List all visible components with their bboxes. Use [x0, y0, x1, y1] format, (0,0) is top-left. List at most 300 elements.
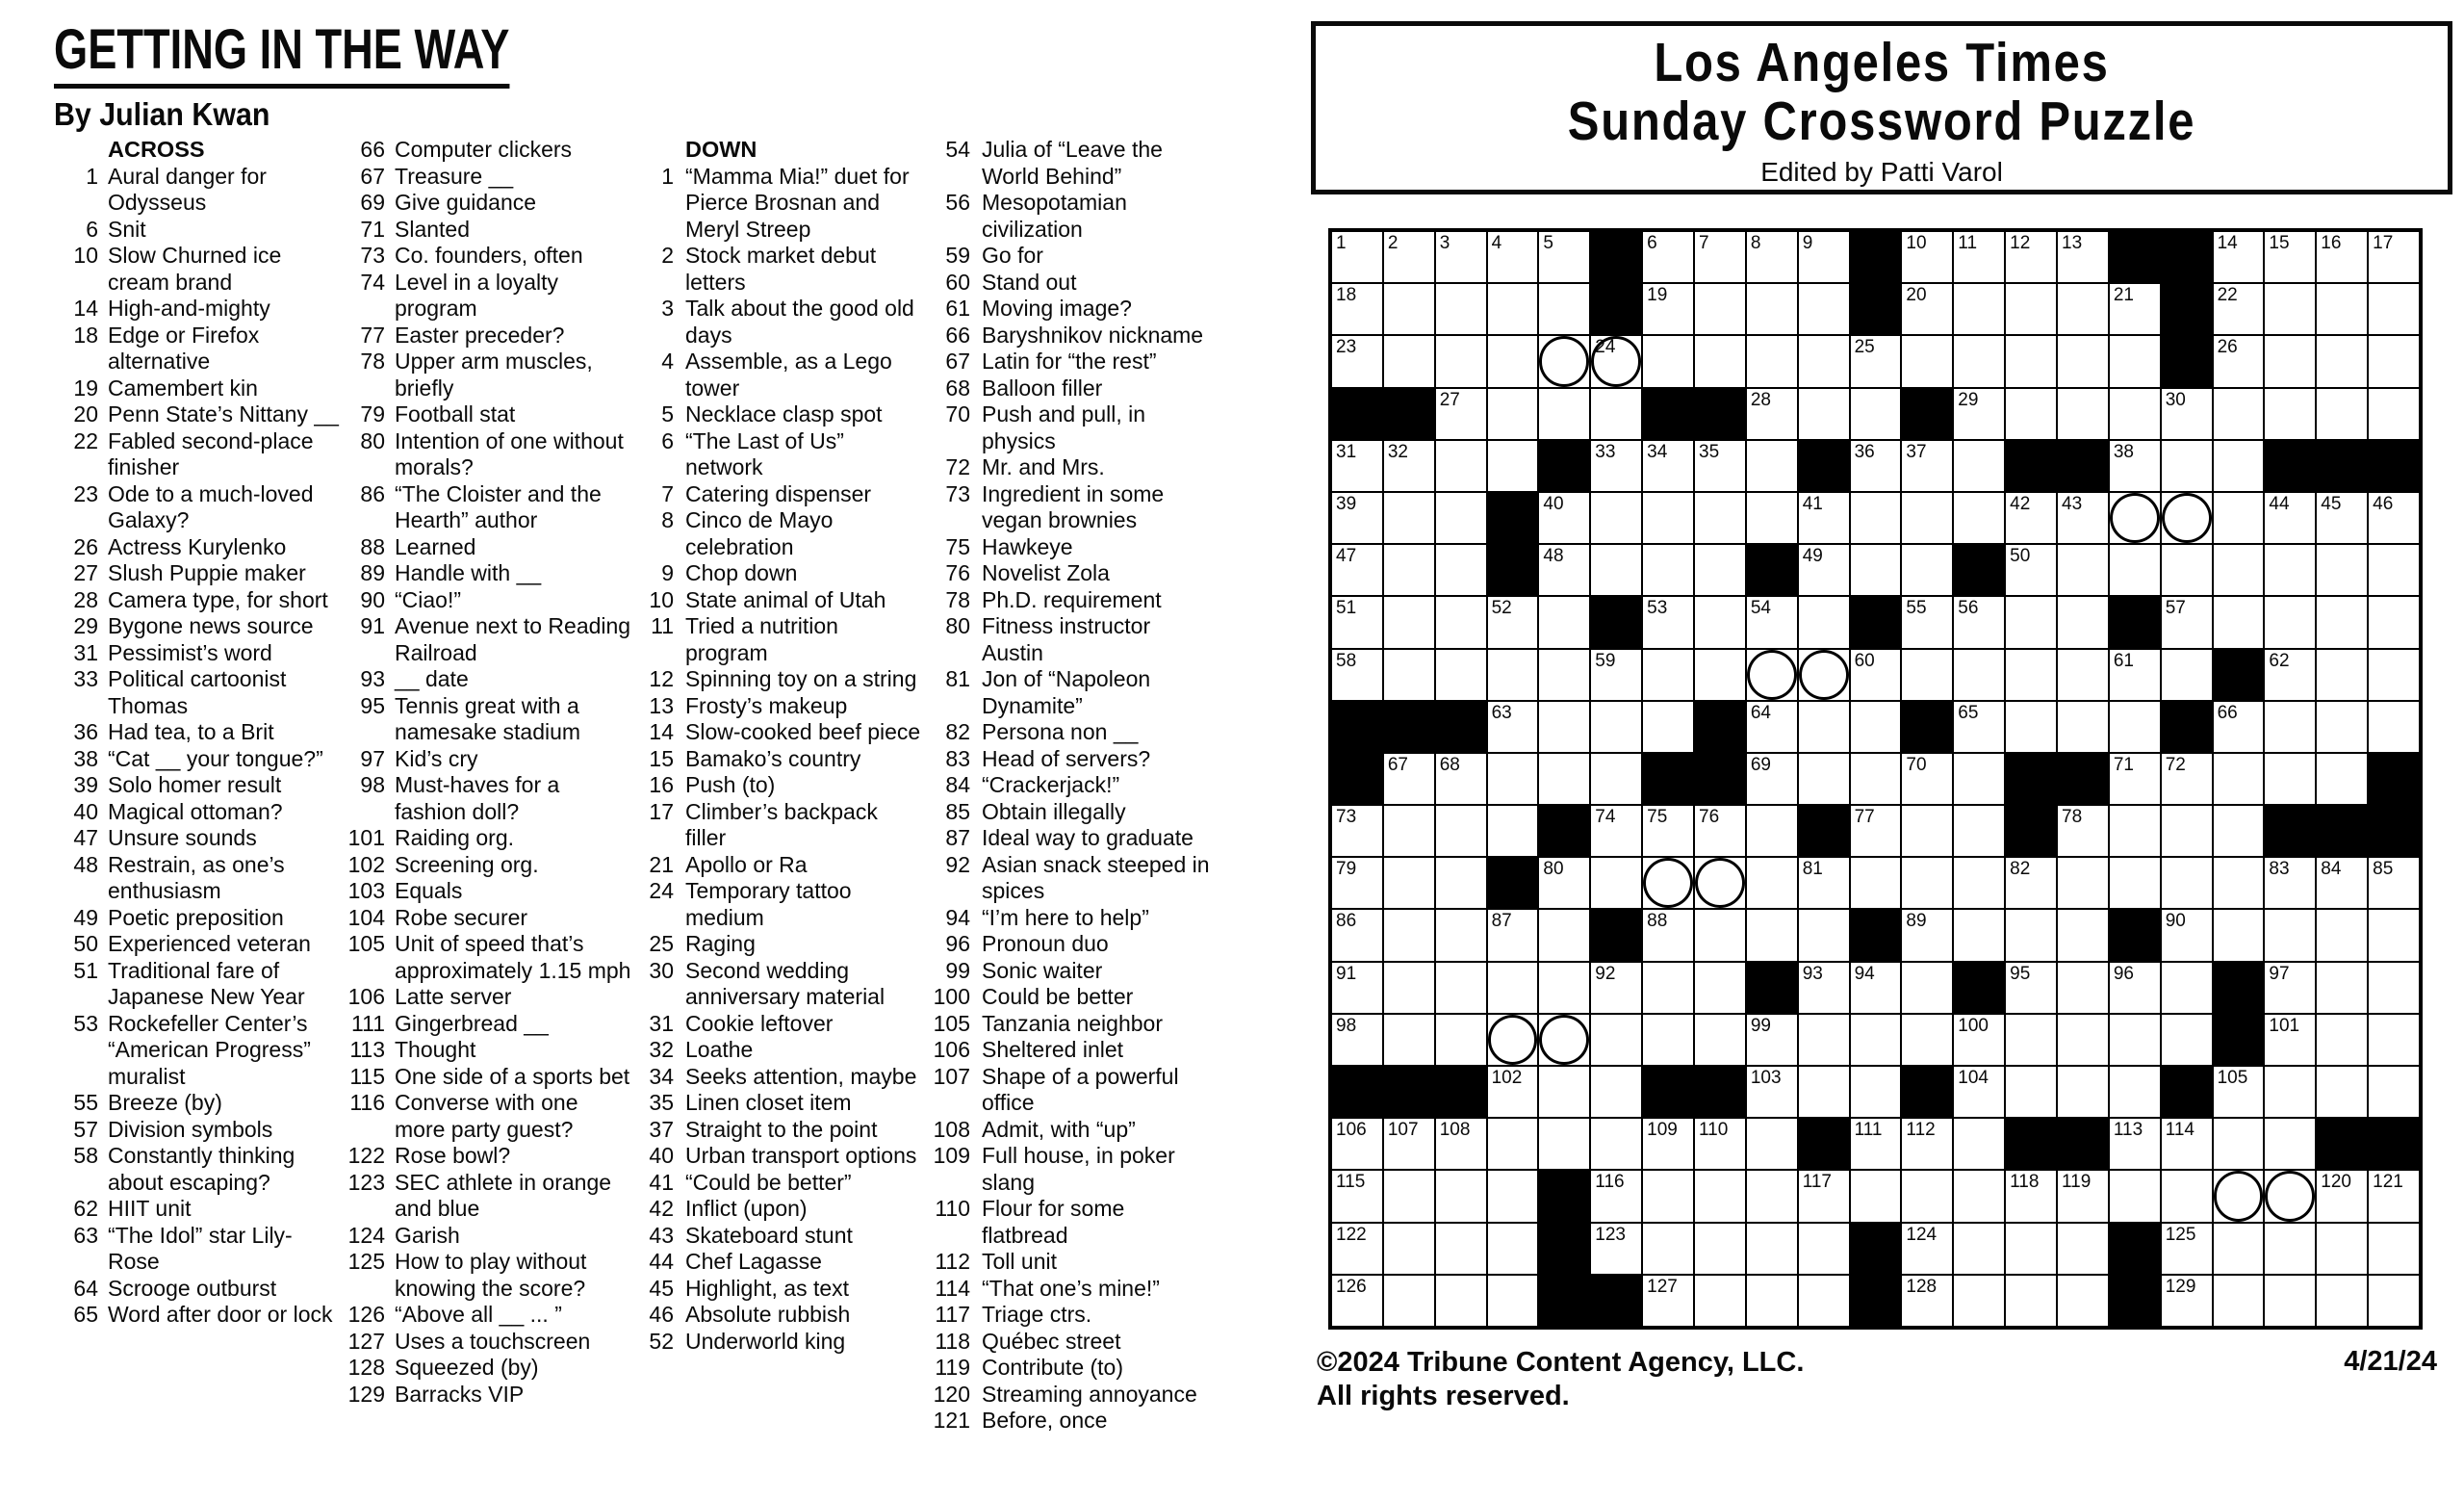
- grid-cell[interactable]: [1643, 1276, 1693, 1326]
- grid-cell[interactable]: [1488, 389, 1538, 439]
- grid-cell[interactable]: [1954, 284, 2004, 334]
- grid-cell[interactable]: [1539, 1119, 1589, 1169]
- grid-cell[interactable]: [1591, 389, 1641, 439]
- grid-cell[interactable]: [2214, 910, 2264, 960]
- grid-cell[interactable]: [1799, 754, 1849, 804]
- grid-cell[interactable]: [2110, 1171, 2160, 1221]
- grid-cell[interactable]: [1436, 284, 1486, 334]
- grid-cell[interactable]: [1954, 493, 2004, 543]
- grid-cell[interactable]: [1488, 441, 1538, 491]
- grid-cell[interactable]: [2162, 910, 2212, 960]
- grid-cell[interactable]: [1851, 650, 1901, 700]
- grid-cell[interactable]: [2162, 858, 2212, 908]
- grid-cell[interactable]: [2058, 284, 2108, 334]
- grid-cell[interactable]: [1591, 441, 1641, 491]
- grid-cell[interactable]: [1436, 597, 1486, 647]
- grid-cell[interactable]: [1643, 1119, 1693, 1169]
- grid-cell[interactable]: [2265, 1067, 2315, 1117]
- grid-cell[interactable]: [1539, 232, 1589, 282]
- grid-cell[interactable]: [1902, 1015, 1952, 1065]
- grid-cell[interactable]: [2058, 597, 2108, 647]
- grid-cell[interactable]: [2214, 806, 2264, 856]
- grid-cell[interactable]: [1902, 1171, 1952, 1221]
- grid-cell[interactable]: [2369, 1067, 2419, 1117]
- grid-cell[interactable]: [2317, 1171, 2367, 1221]
- grid-cell[interactable]: [2110, 1119, 2160, 1169]
- grid-cell[interactable]: [2058, 1171, 2108, 1221]
- grid-cell[interactable]: [2369, 232, 2419, 282]
- grid-cell[interactable]: [1436, 441, 1486, 491]
- grid-cell[interactable]: [1902, 858, 1952, 908]
- grid-cell[interactable]: [2058, 336, 2108, 386]
- grid-cell[interactable]: [1488, 1119, 1538, 1169]
- grid-cell[interactable]: [1384, 1171, 1434, 1221]
- grid-cell[interactable]: [1332, 1119, 1382, 1169]
- grid-cell[interactable]: [1954, 1015, 2004, 1065]
- grid-cell[interactable]: [2162, 493, 2212, 543]
- grid-cell[interactable]: [1695, 597, 1745, 647]
- grid-cell[interactable]: [2058, 650, 2108, 700]
- grid-cell[interactable]: [1954, 1067, 2004, 1117]
- grid-cell[interactable]: [1902, 1119, 1952, 1169]
- grid-cell[interactable]: [1643, 232, 1693, 282]
- grid-cell[interactable]: [1799, 963, 1849, 1013]
- grid-cell[interactable]: [1332, 910, 1382, 960]
- grid-cell[interactable]: [1695, 806, 1745, 856]
- grid-cell[interactable]: [2006, 1067, 2056, 1117]
- grid-cell[interactable]: [1902, 597, 1952, 647]
- grid-cell[interactable]: [1954, 858, 2004, 908]
- grid-cell[interactable]: [2162, 1224, 2212, 1274]
- grid-cell[interactable]: [1747, 754, 1797, 804]
- grid-cell[interactable]: [1488, 597, 1538, 647]
- grid-cell[interactable]: [2110, 389, 2160, 439]
- grid-cell[interactable]: [1954, 597, 2004, 647]
- grid-cell[interactable]: [1436, 1276, 1486, 1326]
- grid-cell[interactable]: [2369, 702, 2419, 752]
- grid-cell[interactable]: [1643, 336, 1693, 386]
- grid-cell[interactable]: [2162, 441, 2212, 491]
- grid-cell[interactable]: [2317, 389, 2367, 439]
- grid-cell[interactable]: [1643, 493, 1693, 543]
- grid-cell[interactable]: [2058, 1015, 2108, 1065]
- grid-cell[interactable]: [2369, 545, 2419, 595]
- grid-cell[interactable]: [1643, 806, 1693, 856]
- grid-cell[interactable]: [1643, 1224, 1693, 1274]
- grid-cell[interactable]: [2006, 1224, 2056, 1274]
- grid-cell[interactable]: [1747, 597, 1797, 647]
- grid-cell[interactable]: [1591, 858, 1641, 908]
- grid-cell[interactable]: [1591, 1015, 1641, 1065]
- grid-cell[interactable]: [2006, 650, 2056, 700]
- grid-cell[interactable]: [2110, 858, 2160, 908]
- grid-cell[interactable]: [1851, 963, 1901, 1013]
- grid-cell[interactable]: [2265, 493, 2315, 543]
- grid-cell[interactable]: [1539, 284, 1589, 334]
- grid-cell[interactable]: [2162, 650, 2212, 700]
- grid-cell[interactable]: [1695, 1224, 1745, 1274]
- grid-cell[interactable]: [2317, 336, 2367, 386]
- grid-cell[interactable]: [1591, 1171, 1641, 1221]
- grid-cell[interactable]: [1643, 963, 1693, 1013]
- grid-cell[interactable]: [1954, 1276, 2004, 1326]
- grid-cell[interactable]: [1851, 1119, 1901, 1169]
- grid-cell[interactable]: [1747, 910, 1797, 960]
- grid-cell[interactable]: [1332, 858, 1382, 908]
- grid-cell[interactable]: [2317, 597, 2367, 647]
- grid-cell[interactable]: [2265, 858, 2315, 908]
- grid-cell[interactable]: [1902, 806, 1952, 856]
- grid-cell[interactable]: [1902, 284, 1952, 334]
- grid-cell[interactable]: [2110, 650, 2160, 700]
- grid-cell[interactable]: [1384, 806, 1434, 856]
- grid-cell[interactable]: [1799, 284, 1849, 334]
- grid-cell[interactable]: [1488, 1015, 1538, 1065]
- grid-cell[interactable]: [1851, 1171, 1901, 1221]
- grid-cell[interactable]: [2317, 1276, 2367, 1326]
- grid-cell[interactable]: [2369, 1015, 2419, 1065]
- grid-cell[interactable]: [1954, 806, 2004, 856]
- grid-cell[interactable]: [2006, 284, 2056, 334]
- grid-cell[interactable]: [2214, 1224, 2264, 1274]
- grid-cell[interactable]: [2317, 754, 2367, 804]
- grid-cell[interactable]: [2162, 1276, 2212, 1326]
- grid-cell[interactable]: [2317, 1067, 2367, 1117]
- grid-cell[interactable]: [2058, 1276, 2108, 1326]
- grid-cell[interactable]: [2317, 1224, 2367, 1274]
- grid-cell[interactable]: [1436, 754, 1486, 804]
- grid-cell[interactable]: [2265, 754, 2315, 804]
- grid-cell[interactable]: [2265, 336, 2315, 386]
- grid-cell[interactable]: [2317, 650, 2367, 700]
- grid-cell[interactable]: [2162, 963, 2212, 1013]
- grid-cell[interactable]: [2058, 1067, 2108, 1117]
- grid-cell[interactable]: [1332, 597, 1382, 647]
- grid-cell[interactable]: [1488, 910, 1538, 960]
- grid-cell[interactable]: [1851, 441, 1901, 491]
- grid-cell[interactable]: [1332, 284, 1382, 334]
- grid-cell[interactable]: [1747, 1119, 1797, 1169]
- grid-cell[interactable]: [2006, 389, 2056, 439]
- grid-cell[interactable]: [1851, 545, 1901, 595]
- grid-cell[interactable]: [1436, 963, 1486, 1013]
- grid-cell[interactable]: [2265, 389, 2315, 439]
- grid-cell[interactable]: [2214, 858, 2264, 908]
- grid-cell[interactable]: [1539, 1067, 1589, 1117]
- grid-cell[interactable]: [1384, 1224, 1434, 1274]
- grid-cell[interactable]: [1747, 232, 1797, 282]
- grid-cell[interactable]: [1851, 754, 1901, 804]
- grid-cell[interactable]: [1488, 232, 1538, 282]
- grid-cell[interactable]: [2369, 284, 2419, 334]
- grid-cell[interactable]: [1695, 545, 1745, 595]
- grid-cell[interactable]: [1851, 1067, 1901, 1117]
- grid-cell[interactable]: [1954, 910, 2004, 960]
- grid-cell[interactable]: [2317, 232, 2367, 282]
- grid-cell[interactable]: [1643, 858, 1693, 908]
- grid-cell[interactable]: [1332, 441, 1382, 491]
- grid-cell[interactable]: [1591, 1067, 1641, 1117]
- grid-cell[interactable]: [1332, 336, 1382, 386]
- grid-cell[interactable]: [2110, 806, 2160, 856]
- grid-cell[interactable]: [2006, 597, 2056, 647]
- grid-cell[interactable]: [1695, 650, 1745, 700]
- grid-cell[interactable]: [1436, 910, 1486, 960]
- grid-cell[interactable]: [1954, 232, 2004, 282]
- grid-cell[interactable]: [1332, 1015, 1382, 1065]
- grid-cell[interactable]: [1384, 1015, 1434, 1065]
- grid-cell[interactable]: [1695, 284, 1745, 334]
- grid-cell[interactable]: [1851, 336, 1901, 386]
- grid-cell[interactable]: [1799, 336, 1849, 386]
- grid-cell[interactable]: [2110, 1015, 2160, 1065]
- grid-cell[interactable]: [1384, 232, 1434, 282]
- grid-cell[interactable]: [1799, 597, 1849, 647]
- grid-cell[interactable]: [2265, 963, 2315, 1013]
- grid-cell[interactable]: [1902, 441, 1952, 491]
- grid-cell[interactable]: [1332, 806, 1382, 856]
- grid-cell[interactable]: [1902, 1276, 1952, 1326]
- grid-cell[interactable]: [1488, 1067, 1538, 1117]
- grid-cell[interactable]: [2214, 232, 2264, 282]
- grid-cell[interactable]: [1902, 493, 1952, 543]
- grid-cell[interactable]: [1799, 910, 1849, 960]
- grid-cell[interactable]: [1799, 545, 1849, 595]
- grid-cell[interactable]: [1695, 858, 1745, 908]
- grid-cell[interactable]: [1954, 1119, 2004, 1169]
- grid-cell[interactable]: [1488, 754, 1538, 804]
- grid-cell[interactable]: [1436, 1224, 1486, 1274]
- grid-cell[interactable]: [2265, 284, 2315, 334]
- grid-cell[interactable]: [1747, 284, 1797, 334]
- grid-cell[interactable]: [2369, 1224, 2419, 1274]
- grid-cell[interactable]: [2110, 441, 2160, 491]
- grid-cell[interactable]: [1643, 545, 1693, 595]
- grid-cell[interactable]: [1747, 650, 1797, 700]
- grid-cell[interactable]: [1643, 1171, 1693, 1221]
- grid-cell[interactable]: [1539, 336, 1589, 386]
- grid-cell[interactable]: [2110, 493, 2160, 543]
- grid-cell[interactable]: [2006, 702, 2056, 752]
- grid-cell[interactable]: [1436, 858, 1486, 908]
- grid-cell[interactable]: [1799, 1276, 1849, 1326]
- grid-cell[interactable]: [2214, 336, 2264, 386]
- grid-cell[interactable]: [1539, 963, 1589, 1013]
- grid-cell[interactable]: [1488, 336, 1538, 386]
- grid-cell[interactable]: [1643, 910, 1693, 960]
- grid-cell[interactable]: [1747, 1276, 1797, 1326]
- grid-cell[interactable]: [1488, 806, 1538, 856]
- grid-cell[interactable]: [1799, 1067, 1849, 1117]
- grid-cell[interactable]: [1332, 1276, 1382, 1326]
- grid-cell[interactable]: [1384, 284, 1434, 334]
- grid-cell[interactable]: [2162, 1015, 2212, 1065]
- grid-cell[interactable]: [2006, 1015, 2056, 1065]
- grid-cell[interactable]: [1539, 389, 1589, 439]
- grid-cell[interactable]: [1591, 493, 1641, 543]
- grid-cell[interactable]: [1384, 441, 1434, 491]
- grid-cell[interactable]: [1591, 336, 1641, 386]
- grid-cell[interactable]: [2162, 1119, 2212, 1169]
- grid-cell[interactable]: [1747, 1015, 1797, 1065]
- grid-cell[interactable]: [1902, 545, 1952, 595]
- grid-cell[interactable]: [1436, 650, 1486, 700]
- grid-cell[interactable]: [2369, 963, 2419, 1013]
- grid-cell[interactable]: [2369, 389, 2419, 439]
- grid-cell[interactable]: [1539, 650, 1589, 700]
- grid-cell[interactable]: [1591, 702, 1641, 752]
- grid-cell[interactable]: [1954, 650, 2004, 700]
- grid-cell[interactable]: [2058, 493, 2108, 543]
- grid-cell[interactable]: [2110, 963, 2160, 1013]
- grid-cell[interactable]: [1332, 1224, 1382, 1274]
- grid-cell[interactable]: [2058, 702, 2108, 752]
- grid-cell[interactable]: [2006, 910, 2056, 960]
- grid-cell[interactable]: [1539, 754, 1589, 804]
- grid-cell[interactable]: [2317, 702, 2367, 752]
- grid-cell[interactable]: [2369, 336, 2419, 386]
- grid-cell[interactable]: [2214, 545, 2264, 595]
- grid-cell[interactable]: [2006, 963, 2056, 1013]
- grid-cell[interactable]: [2369, 650, 2419, 700]
- grid-cell[interactable]: [2058, 806, 2108, 856]
- grid-cell[interactable]: [1851, 1015, 1901, 1065]
- grid-cell[interactable]: [2058, 545, 2108, 595]
- grid-cell[interactable]: [1539, 910, 1589, 960]
- grid-cell[interactable]: [1747, 858, 1797, 908]
- grid-cell[interactable]: [1384, 1119, 1434, 1169]
- grid-cell[interactable]: [2369, 493, 2419, 543]
- grid-cell[interactable]: [2006, 545, 2056, 595]
- grid-cell[interactable]: [1384, 545, 1434, 595]
- grid-cell[interactable]: [1747, 336, 1797, 386]
- grid-cell[interactable]: [2110, 284, 2160, 334]
- grid-cell[interactable]: [1902, 754, 1952, 804]
- grid-cell[interactable]: [1695, 441, 1745, 491]
- grid-cell[interactable]: [1747, 1171, 1797, 1221]
- grid-cell[interactable]: [1488, 650, 1538, 700]
- grid-cell[interactable]: [1591, 806, 1641, 856]
- grid-cell[interactable]: [2006, 858, 2056, 908]
- grid-cell[interactable]: [1902, 336, 1952, 386]
- grid-cell[interactable]: [2110, 545, 2160, 595]
- grid-cell[interactable]: [2214, 702, 2264, 752]
- grid-cell[interactable]: [1799, 650, 1849, 700]
- grid-cell[interactable]: [2110, 702, 2160, 752]
- grid-cell[interactable]: [2214, 1171, 2264, 1221]
- grid-cell[interactable]: [2265, 702, 2315, 752]
- grid-cell[interactable]: [2317, 858, 2367, 908]
- grid-cell[interactable]: [1799, 232, 1849, 282]
- grid-cell[interactable]: [2265, 1276, 2315, 1326]
- grid-cell[interactable]: [1332, 650, 1382, 700]
- grid-cell[interactable]: [2369, 1276, 2419, 1326]
- grid-cell[interactable]: [1488, 1276, 1538, 1326]
- grid-cell[interactable]: [1488, 1224, 1538, 1274]
- grid-cell[interactable]: [2162, 806, 2212, 856]
- grid-cell[interactable]: [2006, 1171, 2056, 1221]
- grid-cell[interactable]: [1902, 1224, 1952, 1274]
- grid-cell[interactable]: [2006, 493, 2056, 543]
- grid-cell[interactable]: [1902, 650, 1952, 700]
- grid-cell[interactable]: [1643, 597, 1693, 647]
- grid-cell[interactable]: [1384, 910, 1434, 960]
- grid-cell[interactable]: [2265, 1119, 2315, 1169]
- grid-cell[interactable]: [2265, 650, 2315, 700]
- grid-cell[interactable]: [2162, 597, 2212, 647]
- grid-cell[interactable]: [1332, 963, 1382, 1013]
- grid-cell[interactable]: [1954, 336, 2004, 386]
- grid-cell[interactable]: [2317, 910, 2367, 960]
- grid-cell[interactable]: [1747, 1224, 1797, 1274]
- grid-cell[interactable]: [1488, 963, 1538, 1013]
- grid-cell[interactable]: [2214, 441, 2264, 491]
- grid-cell[interactable]: [1799, 1015, 1849, 1065]
- grid-cell[interactable]: [2265, 232, 2315, 282]
- grid-cell[interactable]: [2110, 754, 2160, 804]
- grid-cell[interactable]: [2317, 545, 2367, 595]
- grid-cell[interactable]: [1695, 493, 1745, 543]
- grid-cell[interactable]: [1799, 1224, 1849, 1274]
- grid-cell[interactable]: [1695, 336, 1745, 386]
- grid-cell[interactable]: [2110, 1067, 2160, 1117]
- grid-cell[interactable]: [1902, 232, 1952, 282]
- grid-cell[interactable]: [1643, 441, 1693, 491]
- grid-cell[interactable]: [1954, 754, 2004, 804]
- grid-cell[interactable]: [1539, 545, 1589, 595]
- grid-cell[interactable]: [1747, 702, 1797, 752]
- grid-cell[interactable]: [2162, 1171, 2212, 1221]
- grid-cell[interactable]: [2214, 754, 2264, 804]
- grid-cell[interactable]: [1695, 963, 1745, 1013]
- grid-cell[interactable]: [1436, 1015, 1486, 1065]
- grid-cell[interactable]: [1591, 754, 1641, 804]
- grid-cell[interactable]: [1539, 597, 1589, 647]
- grid-cell[interactable]: [1591, 963, 1641, 1013]
- grid-cell[interactable]: [1384, 858, 1434, 908]
- grid-cell[interactable]: [2369, 597, 2419, 647]
- grid-cell[interactable]: [2214, 1276, 2264, 1326]
- grid-cell[interactable]: [1747, 389, 1797, 439]
- grid-cell[interactable]: [2162, 545, 2212, 595]
- grid-cell[interactable]: [1436, 545, 1486, 595]
- grid-cell[interactable]: [2058, 858, 2108, 908]
- grid-cell[interactable]: [2162, 754, 2212, 804]
- grid-cell[interactable]: [1747, 806, 1797, 856]
- grid-cell[interactable]: [1436, 806, 1486, 856]
- grid-cell[interactable]: [2317, 963, 2367, 1013]
- grid-cell[interactable]: [2006, 336, 2056, 386]
- grid-cell[interactable]: [2317, 284, 2367, 334]
- grid-cell[interactable]: [1799, 389, 1849, 439]
- grid-cell[interactable]: [2265, 1171, 2315, 1221]
- grid-cell[interactable]: [1695, 1171, 1745, 1221]
- grid-cell[interactable]: [2214, 389, 2264, 439]
- grid-cell[interactable]: [1643, 1015, 1693, 1065]
- grid-cell[interactable]: [2214, 597, 2264, 647]
- grid-cell[interactable]: [2369, 858, 2419, 908]
- grid-cell[interactable]: [1591, 1224, 1641, 1274]
- grid-cell[interactable]: [2317, 493, 2367, 543]
- grid-cell[interactable]: [1747, 493, 1797, 543]
- grid-cell[interactable]: [1643, 702, 1693, 752]
- grid-cell[interactable]: [1954, 441, 2004, 491]
- grid-cell[interactable]: [1643, 284, 1693, 334]
- grid-cell[interactable]: [1332, 232, 1382, 282]
- grid-cell[interactable]: [1539, 493, 1589, 543]
- grid-cell[interactable]: [1384, 754, 1434, 804]
- grid-cell[interactable]: [1591, 650, 1641, 700]
